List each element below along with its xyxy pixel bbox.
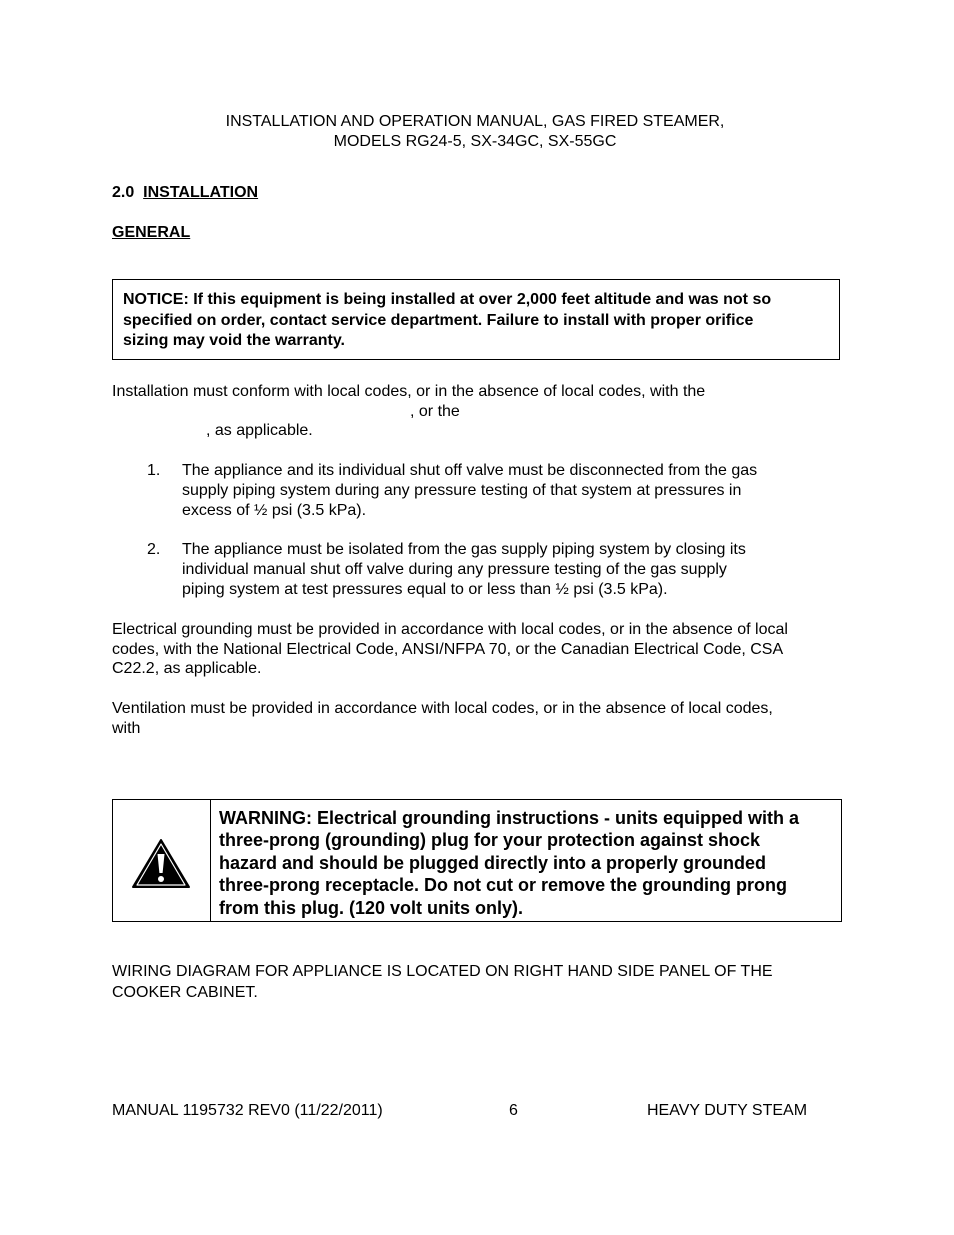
subheading-general: GENERAL <box>112 224 191 241</box>
grounding-line-2: codes, with the National Electrical Code, ANSI/NFPA 70, or the Canadian Electrical Code, CSA <box>112 641 784 658</box>
intro-line-3: , as applicable. <box>206 422 313 439</box>
notice-line-1: NOTICE: If this equipment is being installed at over 2,000 feet altitude and was not so <box>123 291 772 308</box>
wiring-line-1: WIRING DIAGRAM FOR APPLIANCE IS LOCATED ON RIGHT HAND SIDE PANEL OF THE <box>112 963 773 980</box>
document-header <box>112 112 838 152</box>
intro-line-1: Installation must conform with local codes, or in the absence of local codes, with the <box>112 383 706 400</box>
notice-line-2: specified on order, contact service department. Failure to install with proper orifice <box>123 311 754 329</box>
notice-text <box>123 290 835 352</box>
grounding-line-1: Electrical grounding must be provided in accordance with local codes, or in the absence of local <box>112 621 788 638</box>
footer-page-number: 6 <box>509 1102 518 1119</box>
section-title: INSTALLATION <box>143 184 259 201</box>
header-line-2: MODELS RG24-5, SX-34GC, SX-55GC <box>333 133 617 150</box>
grounding-line-3: C22.2, as applicable. <box>112 660 262 677</box>
list-item-1-line-1: The appliance and its individual shut off valve must be disconnected from the gas <box>182 462 758 479</box>
ventilation-line-2: with <box>112 720 141 737</box>
section-number: 2.0 <box>112 184 135 201</box>
warning-triangle-icon <box>131 838 191 890</box>
warning-line-3: hazard and should be plugged directly into a properly grounded <box>219 852 767 873</box>
notice-box <box>112 279 840 360</box>
list-item-2-line-1: The appliance must be isolated from the gas supply piping system by closing its <box>182 541 746 558</box>
header-line-1: INSTALLATION AND OPERATION MANUAL, GAS FIRED STEAMER, <box>225 113 725 130</box>
warning-line-5: from this plug. (120 volt units only). <box>219 897 524 918</box>
list-item-1-line-2: supply piping system during any pressure testing of that system at pressures in <box>182 482 742 499</box>
ventilation-line-1: Ventilation must be provided in accordance with local codes, or in the absence of local codes, <box>112 700 773 717</box>
list-item-1-line-3: excess of ½ psi (3.5 kPa). <box>182 502 367 519</box>
section-heading <box>112 183 258 203</box>
warning-divider <box>210 800 211 921</box>
warning-box <box>112 799 842 922</box>
list-item-1-number: 1. <box>147 462 161 479</box>
notice-line-3: sizing may void the warranty. <box>123 332 345 349</box>
warning-line-4: three-prong receptacle. Do not cut or remove the grounding prong <box>219 875 788 896</box>
list-item-2-line-2: individual manual shut off valve during any pressure testing of the gas supply <box>182 561 727 578</box>
warning-line-1: WARNING: Electrical grounding instructions - units equipped with a <box>219 808 800 828</box>
intro-line-2: , or the <box>410 403 460 420</box>
wiring-line-2: COOKER CABINET. <box>112 984 258 1001</box>
warning-line-2: three-prong (grounding) plug for your protection against shock <box>219 830 760 851</box>
list-item-2-line-3: piping system at test pressures equal to or less than ½ psi (3.5 kPa). <box>182 581 668 598</box>
footer-product-line: HEAVY DUTY STEAM <box>647 1102 808 1119</box>
footer-manual-number: MANUAL 1195732 REV0 (11/22/2011) <box>112 1102 383 1119</box>
warning-text <box>219 807 839 919</box>
list-item-2-number: 2. <box>147 541 161 558</box>
